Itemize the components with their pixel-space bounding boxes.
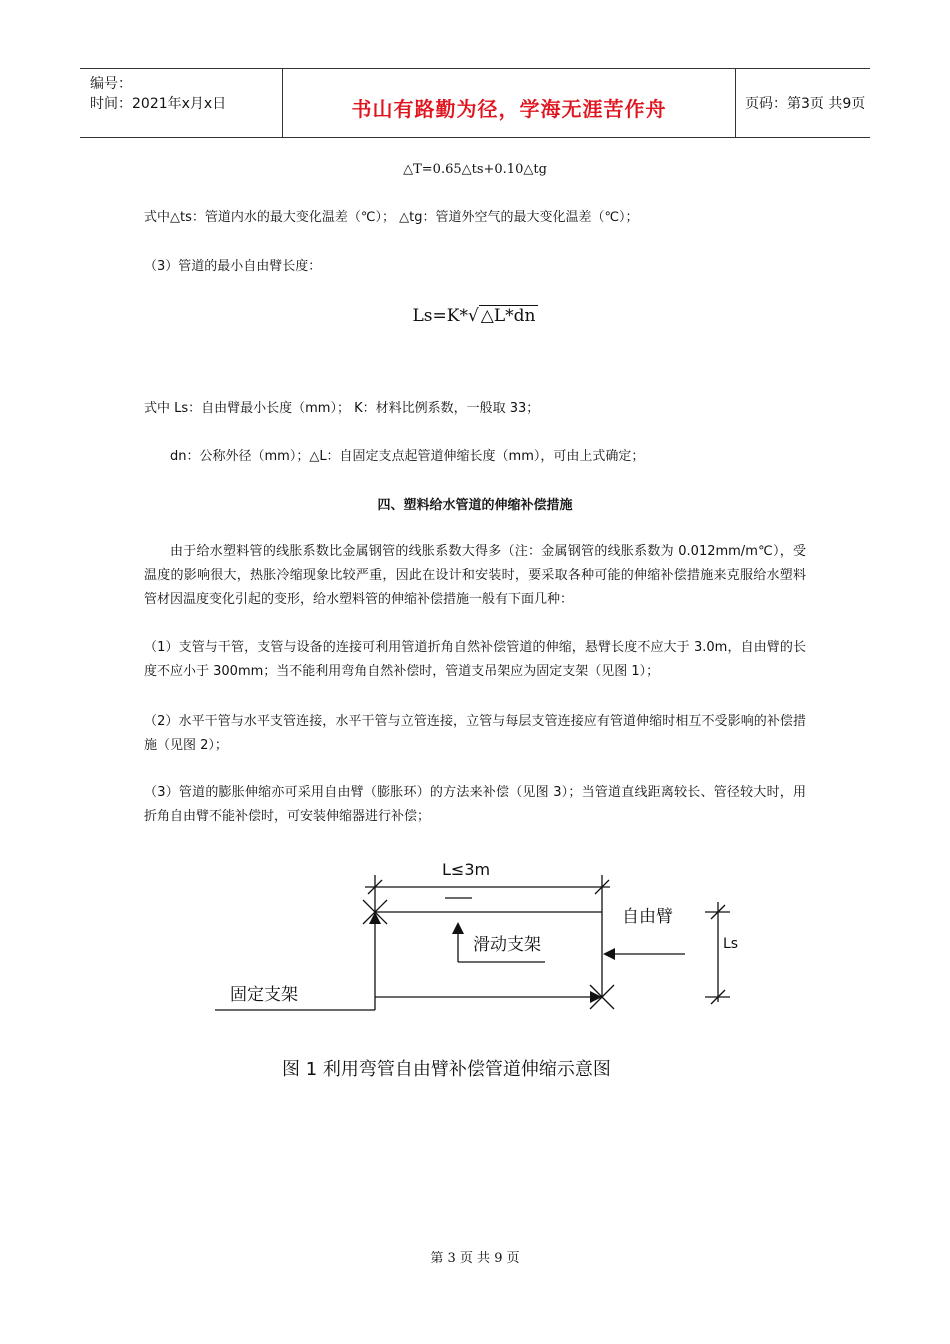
- page-header: [80, 68, 870, 138]
- paragraph-item1: （1）支管与干管，支管与设备的连接可利用管道折角自然补偿管道的伸缩，悬臂长度不应大于 3.0m，自由臂的长度不应小于 300mm；当不能利用弯角自然补偿时，管道支吊架应为固定支架（见图 1）；: [144, 640, 806, 679]
- paragraph-intro: 由于给水塑料管的线胀系数比金属钢管的线胀系数大得多（注：金属钢管的线胀系数为 0.012mm/m℃），受温度的影响很大，热胀冷缩现象比较严重，因此在设计和安装时，要采取各种可能的伸缩补偿措施来克服给水塑料管材因温度变化引起的变形，给水塑料管的伸缩补偿措施一般有下面几种：: [144, 544, 806, 607]
- label-length: L≤3m: [442, 860, 491, 879]
- paragraph-item3: （3）管道的膨胀伸缩亦可采用自由臂（膨胀环）的方法来补偿（见图 3）；当管道直线距离较长、管径较大时，用折角自由臂不能补偿时，可安装伸缩器进行补偿；: [144, 785, 806, 824]
- figure-1-caption: 图 1 利用弯管自由臂补偿管道伸缩示意图: [282, 1059, 611, 1080]
- header-time: 时间：2021年x月x日: [90, 96, 227, 112]
- sliding-arrow-up-icon: [452, 922, 464, 934]
- formula-ls-left: Ls=K*: [412, 306, 468, 326]
- label-fixed-support: 固定支架: [230, 985, 298, 1005]
- section-heading: 四、塑料给水管道的伸缩补偿措施: [377, 498, 573, 513]
- header-page-number: 页码：第3页 共9页: [745, 96, 866, 112]
- header-motto-cell: [283, 69, 736, 137]
- header-motto: 书山有路勤为径，学海无涯苦作舟: [351, 97, 667, 121]
- formula-delta-t-note: 式中△ts：管道内水的最大变化温差（℃）； △tg：管道外空气的最大变化温差（℃）；: [144, 210, 639, 225]
- formula-ls-radicand: △L*dn: [480, 306, 536, 326]
- label-free-arm: 自由臂: [622, 907, 673, 927]
- arrow-up-icon: [369, 912, 381, 924]
- item3-title: （3）管道的最小自由臂长度：: [144, 259, 322, 274]
- label-sliding-support: 滑动支架: [473, 935, 541, 955]
- header-number: 编号：: [90, 76, 132, 92]
- paragraph-item2: （2）水平干管与水平支管连接，水平干管与立管连接，立管与每层支管连接应有管道伸缩时相互不受影响的补偿措施（见图 2）；: [144, 714, 806, 753]
- formula-delta-t: △T=0.65△ts+0.10△tg: [403, 162, 547, 177]
- sqrt-sign-icon: √: [467, 306, 479, 326]
- formula-ls-note1: 式中 Ls：自由臂最小长度（mm）； K：材料比例系数，一般取 33；: [144, 401, 540, 416]
- page-footer: 第 3 页 共 9 页: [430, 1251, 520, 1266]
- label-ls: Ls: [723, 936, 739, 952]
- arrow-right-icon: [590, 991, 602, 1003]
- figure-1-diagram: [200, 850, 760, 1090]
- formula-ls-note2: dn：公称外径（mm）；△L：自固定支点起管道伸缩长度（mm），可由上式确定；: [170, 449, 645, 464]
- header-meta-cell: [80, 69, 283, 137]
- formula-ls: [0, 306, 950, 326]
- free-arm-arrow-icon: [603, 948, 615, 960]
